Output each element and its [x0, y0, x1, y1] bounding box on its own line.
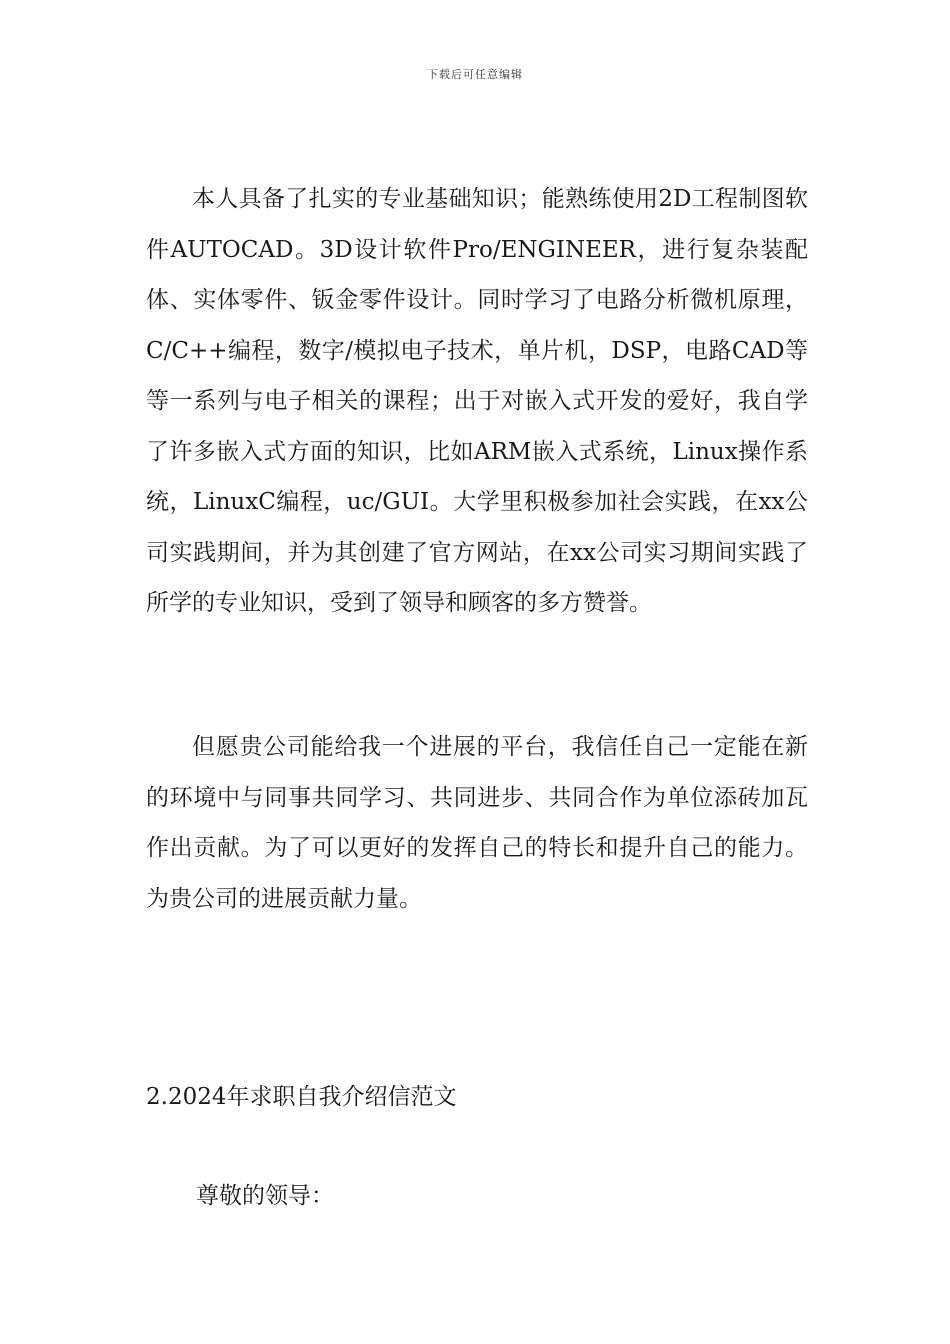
salutation: 尊敬的领导： — [196, 1183, 334, 1209]
section-heading: 2.2024年求职自我介绍信范文 — [146, 1084, 457, 1110]
body-paragraph-2: 但愿贵公司能给我一个进展的平台，我信任自己一定能在新的环境中与同事共同学习、共同进步、共同合作为单位添砖加瓦作出贡献。为了可以更好的发挥自己的特长和提升自己的能力。为贵公司的进展贡献力量。 — [146, 734, 808, 912]
body-paragraph-1: 本人具备了扎实的专业基础知识；能熟练使用2D工程制图软件AUTOCAD。3D设计软件Pro/ENGINEER，进行复杂装配体、实体零件、钣金零件设计。同时学习了电路分析微机原理，C/C++编程，数字/模拟电子技术，单片机，DSP，电路CAD等等一系列与电子相关的课程；出于对嵌入式开发的爱好，我自学了许多嵌入式方面的知识，比如ARM嵌入式系统，Linux操作系统，LinuxC编程，uc/GUI。大学里积极参加社会实践，在xx公司实践期间，并为其创建了官方网站，在xx公司实习期间实践了所学的专业知识，受到了领导和顾客的多方赞誉。 — [146, 186, 808, 616]
header-note: 下载后可任意编辑 — [427, 68, 523, 81]
